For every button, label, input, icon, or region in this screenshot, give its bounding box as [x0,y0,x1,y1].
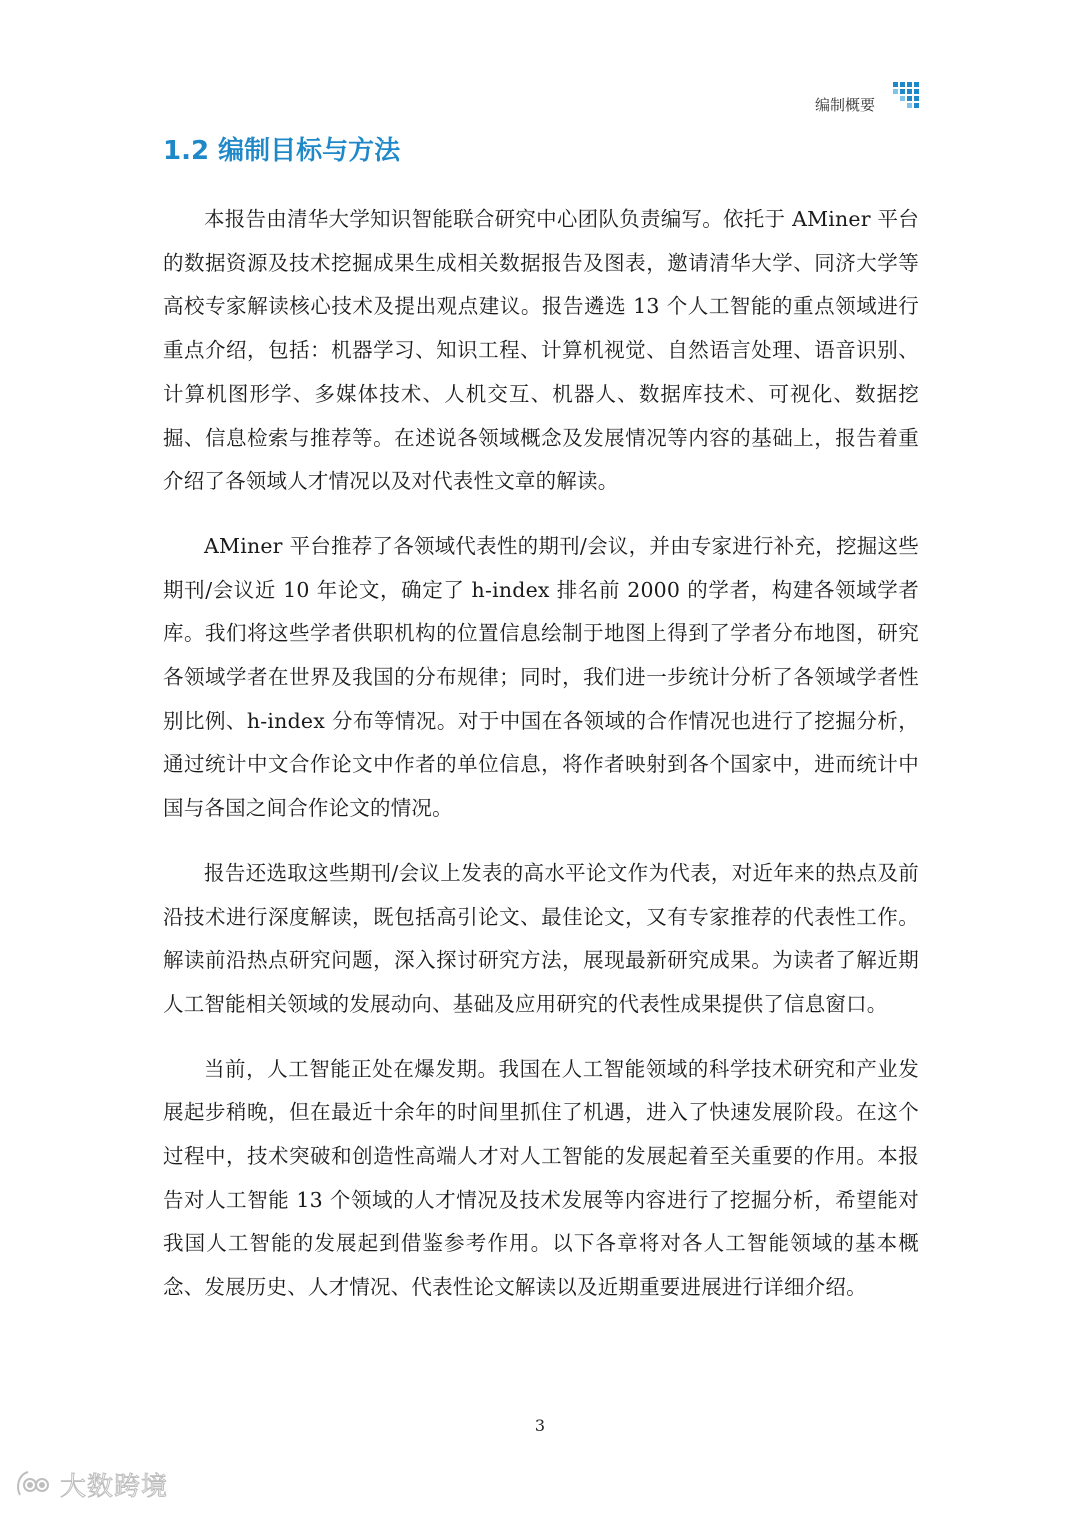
watermark-logo-icon [14,1467,54,1501]
page-number: 3 [534,1416,546,1435]
section-title: 1.2 编制目标与方法 [163,136,401,166]
paragraph-1: 本报告由清华大学知识智能联合研究中心团队负责编写。依托于 AMiner 平台的数据资源及技术挖掘成果生成相关数据报告及图表，邀请清华大学、同济大学等高校专家解读核心技术及提出观点建议。报告遴选 13 个人工智能的重点领域进行重点介绍，包括：机器学习、知识工程、计算机视觉、自然语言处理、语音识别、计算机图形学、多媒体技术、人机交互、机器人、数据库技术、可视化、数据挖掘、信息检索与推荐等。在述说各领域概念及发展情况等内容的基础上，报告着重介绍了各领域人才情况以及对代表性文章的解读。 [163,207,919,494]
paragraph-3: 报告还选取这些期刊/会议上发表的高水平论文作为代表，对近年来的热点及前沿技术进行深度解读，既包括高引论文、最佳论文，又有专家推荐的代表性工作。解读前沿热点研究问题，深入探讨研究方法，展现最新研究成果。为读者了解近期人工智能相关领域的发展动向、基础及应用研究的代表性成果提供了信息窗口。 [163,860,919,1016]
watermark-text: 大数跨境 [60,1471,169,1502]
watermark [14,1464,168,1504]
running-header-label: 编制概要 [815,96,876,114]
paragraph-4: 当前，人工智能正处在爆发期。我国在人工智能领域的科学技术研究和产业发展起步稍晚，但在最近十余年的时间里抓住了机遇，进入了快速发展阶段。在这个过程中，技术突破和创造性高端人才对人工智能的发展起着至关重要的作用。本报告对人工智能 13 个领域的人才情况及技术发展等内容进行了挖掘分析，希望能对我国人工智能的发展起到借鉴参考作用。以下各章将对各人工智能领域的基本概念、发展历史、人才情况、代表性论文解读以及近期重要进展进行详细介绍。 [163,1056,919,1300]
body-text [163,198,919,1331]
pixel-grid-logo-icon [893,82,919,110]
paragraph-2: AMiner 平台推荐了各领域代表性的期刊/会议，并由专家进行补充，挖掘这些期刊/会议近 10 年论文，确定了 h-index 排名前 2000 的学者，构建各领域学者库。我们将这些学者供职机构的位置信息绘制于地图上得到了学者分布地图，研究各领域学者在世界及我国的分布规律；同时，我们进一步统计分析了各领域学者性别比例、h-index 分布等情况。对于中国在各领域的合作情况也进行了挖掘分析，通过统计中文合作论文中作者的单位信息，将作者映射到各个国家中，进而统计中国与各国之间合作论文的情况。 [163,533,919,821]
